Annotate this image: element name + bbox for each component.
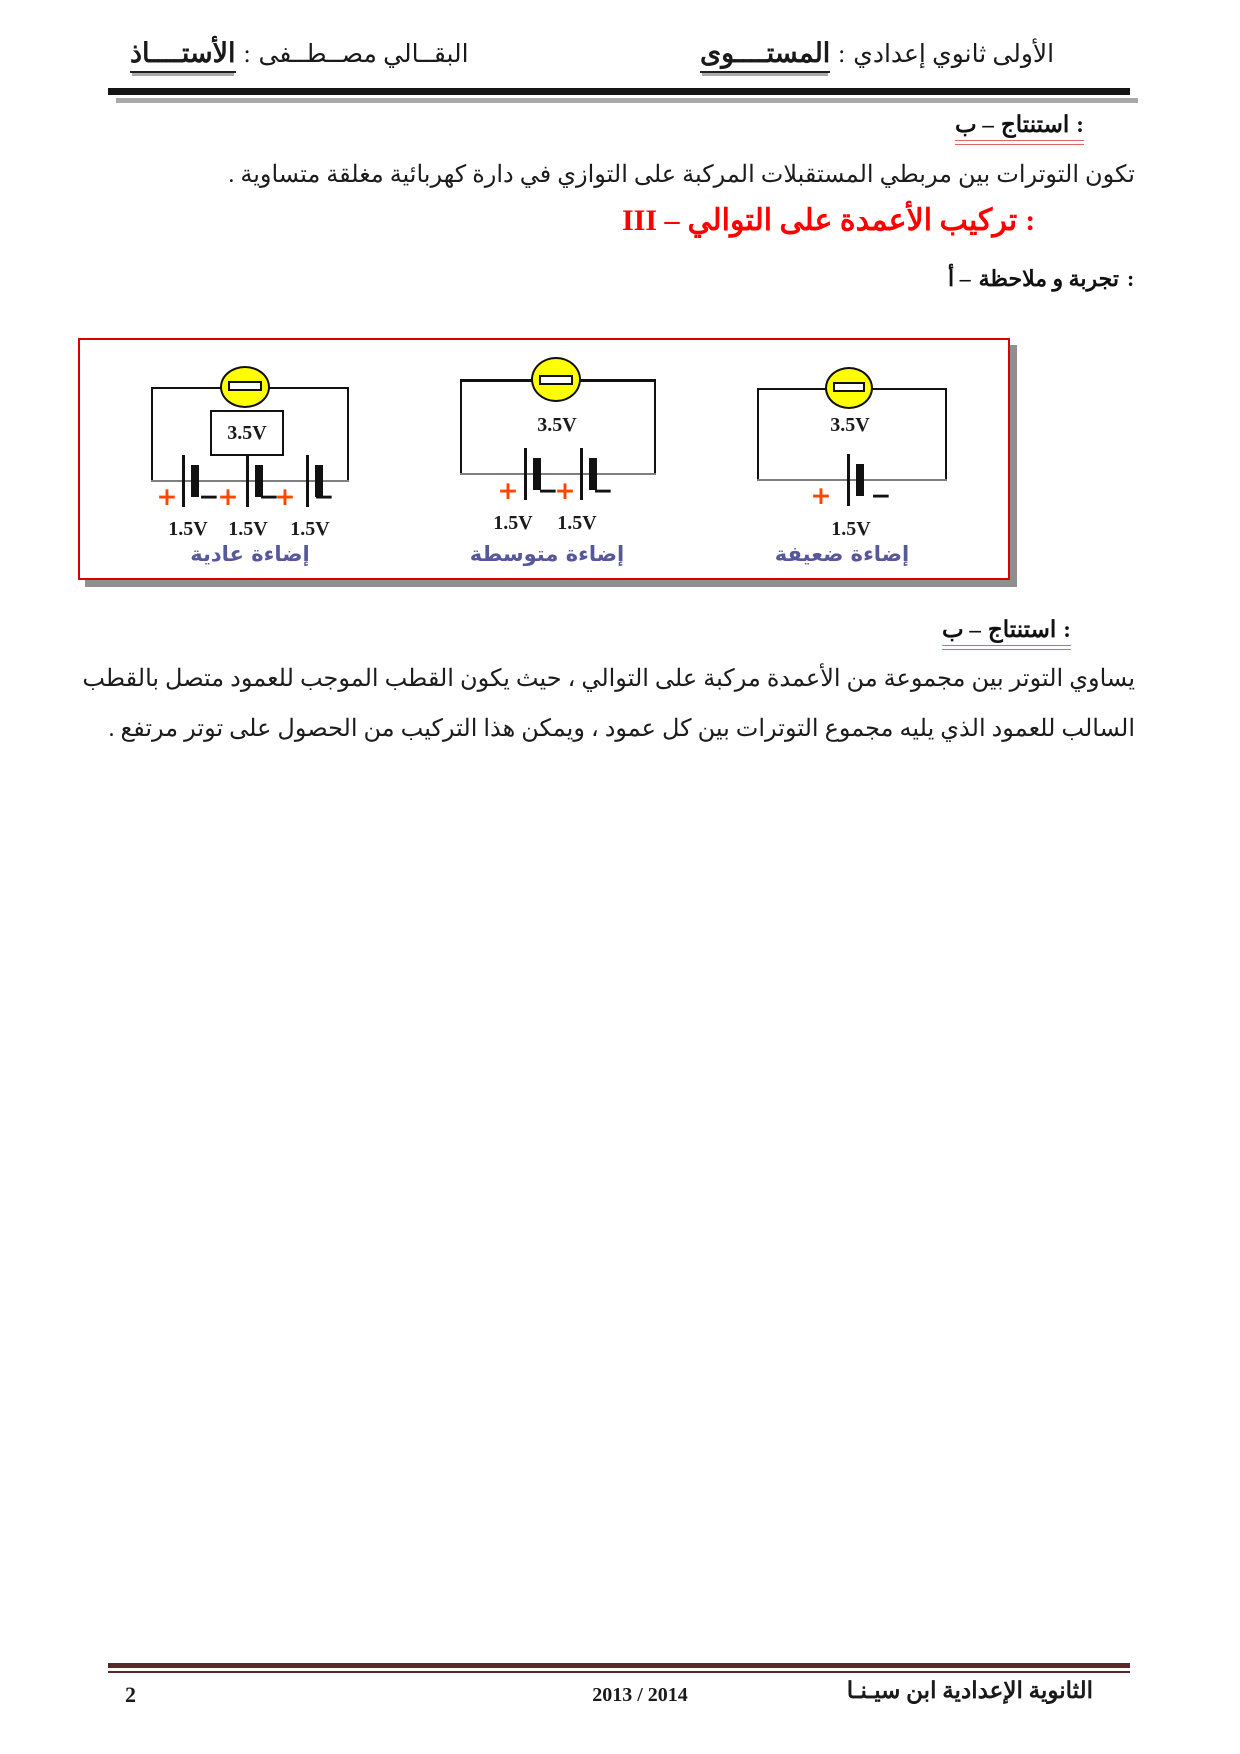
heading-conclusion-b	[942, 617, 1071, 650]
heading-word: استنتاج	[1000, 112, 1070, 137]
cell-voltage-label: 1.5V	[831, 518, 871, 540]
plus-sign: +	[156, 482, 178, 511]
minus-sign: −	[537, 476, 559, 505]
cell-voltage-label: 1.5V	[168, 518, 208, 540]
circuit1-caption: إضاءة عادية	[190, 542, 310, 566]
heading-colon: :	[1063, 617, 1071, 642]
minus-sign: −	[592, 476, 614, 505]
school-year: 2013 / 2014	[592, 1684, 688, 1706]
teacher-colon: :	[243, 41, 251, 68]
circuit2-cell1-positive-plate	[524, 448, 527, 500]
cell-voltage-label: 1.5V	[493, 512, 533, 534]
circuit2-voltage-label: 3.5V	[537, 414, 577, 436]
circuit1-filament-icon	[228, 381, 262, 391]
cell-voltage-label: 1.5V	[557, 512, 597, 534]
circuit3-wire-left	[757, 388, 759, 481]
circuit1-wire-right	[347, 387, 349, 482]
plus-sign: +	[810, 481, 832, 510]
heading-series	[622, 203, 1035, 238]
level-value: الأولى ثانوي إعدادي	[853, 41, 1055, 68]
paragraph-conclusion-b-line1: يساوي التوتر بين مجموعة من الأعمدة مركبة على التوالي ، حيث يكون القطب الموجب للعمود متصل بالقطب	[82, 666, 1135, 692]
circuit1-cell2-positive-plate	[246, 455, 249, 507]
minus-sign: −	[258, 482, 280, 511]
heading-prefix: أ –	[948, 266, 971, 291]
circuit2-wire-bottom	[460, 473, 656, 475]
plus-sign: +	[274, 482, 296, 511]
heading-prefix: ب –	[942, 617, 981, 642]
heading-experiment	[948, 266, 1134, 292]
heading-colon: :	[1126, 266, 1135, 291]
level-colon: :	[838, 41, 846, 68]
footer-rule-thick	[108, 1663, 1130, 1668]
minus-sign: −	[198, 482, 220, 511]
plus-sign: +	[554, 476, 576, 505]
teacher-label: الأستــــاذ	[130, 38, 236, 73]
heading-word: استنتاج	[987, 617, 1057, 642]
footer-rule-thin	[108, 1671, 1130, 1673]
minus-sign: −	[313, 482, 335, 511]
circuit3-cell1-negative-plate	[856, 464, 864, 496]
section-colon: :	[1025, 204, 1036, 237]
circuit1-voltage-box: 3.5V	[210, 410, 284, 456]
paragraph-conclusion-a: تكون التوترات بين مربطي المستقبلات المركبة على التوازي في دارة كهربائية مغلقة متساوية .	[228, 162, 1135, 188]
circuit2-cell2-positive-plate	[580, 448, 583, 500]
minus-sign: −	[870, 481, 892, 510]
header-teacher	[130, 38, 469, 73]
circuit3-voltage-label: 3.5V	[830, 414, 870, 436]
heading-prefix: ب –	[955, 112, 994, 137]
section-numeral: III –	[622, 204, 680, 237]
paragraph-conclusion-b-line2: السالب للعمود الذي يليه مجموع التوترات بين كل عمود ، ويمكن هذا التركيب من الحصول على توتر مرتفع .	[108, 716, 1135, 742]
header-level	[700, 38, 1054, 73]
page-number: 2	[125, 1682, 136, 1707]
plus-sign: +	[497, 476, 519, 505]
heading-title: تجربة و ملاحظة	[978, 266, 1119, 291]
level-label: المستــــوى	[700, 38, 830, 73]
section-title: تركيب الأعمدة على التوالي	[687, 204, 1018, 237]
circuit1-wire-left	[151, 387, 153, 482]
teacher-value: البقــالي مصــطــفى	[258, 41, 469, 68]
school-name: الثانوية الإعدادية ابن سيـنـا	[846, 1678, 1093, 1703]
circuit3-filament-icon	[833, 382, 865, 392]
header-rule-shadow	[116, 98, 1138, 103]
circuit2-caption: إضاءة متوسطة	[469, 542, 625, 566]
circuit3-wire-right	[945, 388, 947, 481]
circuit2-wire-right	[654, 379, 656, 475]
heading-colon: :	[1076, 112, 1084, 137]
heading-conclusion-a	[955, 112, 1084, 145]
circuit2-filament-icon	[539, 375, 573, 385]
plus-sign: +	[217, 482, 239, 511]
circuit3-wire-bottom	[757, 479, 947, 481]
circuit1-cell1-positive-plate	[182, 455, 185, 507]
cell-voltage-label: 1.5V	[228, 518, 268, 540]
circuit3-caption: إضاءة ضعيفة	[774, 542, 910, 566]
cell-voltage-label: 1.5V	[290, 518, 330, 540]
circuit3-cell1-positive-plate	[847, 454, 850, 506]
circuit2-wire-left	[460, 379, 462, 475]
header-rule	[108, 88, 1130, 95]
